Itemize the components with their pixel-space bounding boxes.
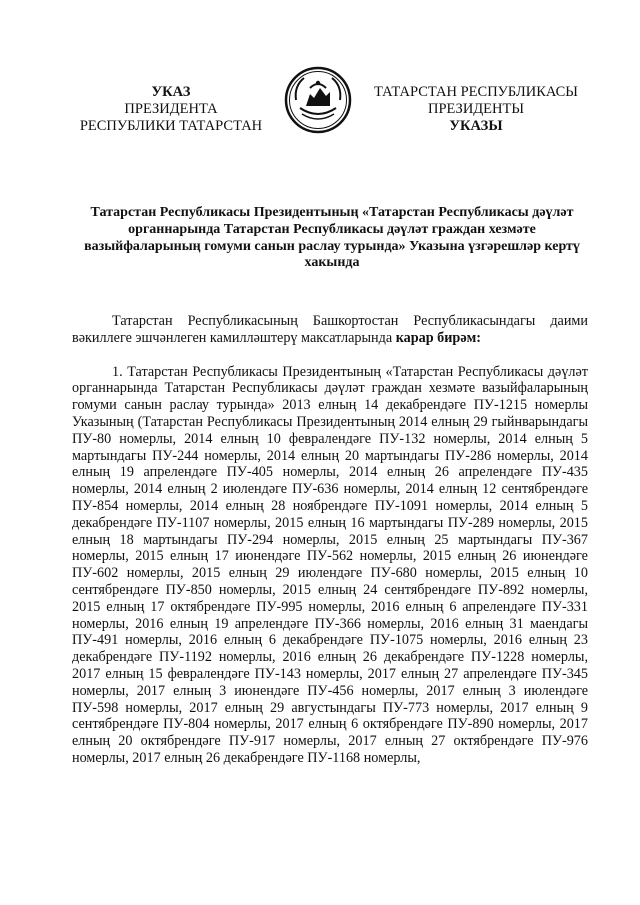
paragraph-1: 1. Татарстан Республикасы Президентының «Татарстан Республикасы дәүләт органнарында Татарстан Республикасы дәүләт граждан хезмәте вазыйфаларының гомуми санын раслау турында» 2013 елның 14 декабрендәге ПУ-1215 номерлы Указының (Татарстан Республикасы Президентының 2014 елның 29 гыйнварындагы ПУ-80 номерлы, 2014 елның 10 февралендәге ПУ-132 номерлы, 2014 елның 5 мартындагы ПУ-244 номерлы, 2014 елның 20 мартындагы ПУ-286 номерлы, 2014 елның 19 апрелендәге ПУ-405 номерлы, 2014 елның 26 апрелендәге ПУ-435 номерлы, 2014 елның 2 июлендәге ПУ-636 номерлы, 2014 елның 12 сентябрендәге ПУ-854 номерлы, 2014 елның 28 ноябрендәге ПУ-1091 номерлы, 2014 елның 5 декабрендәге ПУ-1107 номерлы, 2015 елның 16 мартындагы ПУ-289 номерлы, 2015 елның 18 мартындагы ПУ-294 номерлы, 2015 елның 25 мартындагы ПУ-367 номерлы, 2015 елның 17 июнендәге ПУ-562 номерлы, 2015 елның 26 июнендәге ПУ-602 номерлы, 2015 елның 29 июлендәге ПУ-680 номерлы, 2015 елның 10 сентябрендәге ПУ-850 номерлы, 2015 елның 24 сентябрендәге ПУ-892 номерлы, 2015 елның 17 октябрендәге ПУ-995 номерлы, 2016 елның 6 апрелендәге ПУ-331 номерлы, 2016 елның 19 апрелендәге ПУ-366 номерлы, 2016 елның 31 маендагы ПУ-491 номерлы, 2016 елның 6 декабрендәге ПУ-1075 номерлы, 2016 елның 23 декабрендәге ПУ-1192 номерлы, 2016 елның 26 декабрендәге ПУ-1228 номерлы, 2017 елның 15 февралендәге ПУ-143 номерлы, 2017 елның 27 апрелендәге ПУ-345 номерлы, 2017 елның 3 июнендәге ПУ-456 номерлы, 2017 елның 3 июлендәге ПУ-598 номерлы, 2017 елның 29 августындагы ПУ-773 номерлы, 2017 елның 9 сентябрендәге ПУ-804 номерлы, 2017 елның 6 октябрендәге ПУ-890 номерлы, 2017 елның 20 октябрендәге ПУ-917 номерлы, 2017 елның 27 октябрендәге ПУ-976 номерлы, 2017 елның 26 декабрендәге ПУ-1168 номерлы, bbox=[72, 363, 588, 766]
preamble-text: Татарстан Республикасының Башкортостан Республикасындагы даими вәкиллеге эшчәнлеген камилләштерү максатларында bbox=[72, 313, 588, 346]
header-right-line-2: ПРЕЗИДЕНТЫ bbox=[427, 101, 525, 117]
header-left-line-2: ПРЕЗИДЕНТА bbox=[124, 101, 218, 117]
header-right bbox=[360, 84, 592, 135]
header-left-line-1: УКАЗ bbox=[151, 84, 191, 100]
header-right-line-3: УКАЗЫ bbox=[449, 118, 503, 134]
header-right-line-1: ТАТАРСТАН РЕСПУБЛИКАСЫ bbox=[374, 84, 578, 100]
document-body bbox=[72, 313, 588, 767]
coat-of-arms-emblem bbox=[284, 66, 352, 134]
document-title: Татарстан Республикасы Президентының «Татарстан Республикасы дәүләт органнарында Татарстан Республикасы дәүләт граждан хезмәте вазыйфаларының гомуми санын раслау турында» Указына үзгәрешләр кертү хакында bbox=[84, 205, 580, 271]
preamble-paragraph bbox=[72, 313, 588, 347]
header-left bbox=[66, 84, 276, 135]
preamble-emphasis: карар бирәм: bbox=[395, 329, 482, 346]
header-left-line-3: РЕСПУБЛИКИ ТАТАРСТАН bbox=[79, 118, 263, 134]
